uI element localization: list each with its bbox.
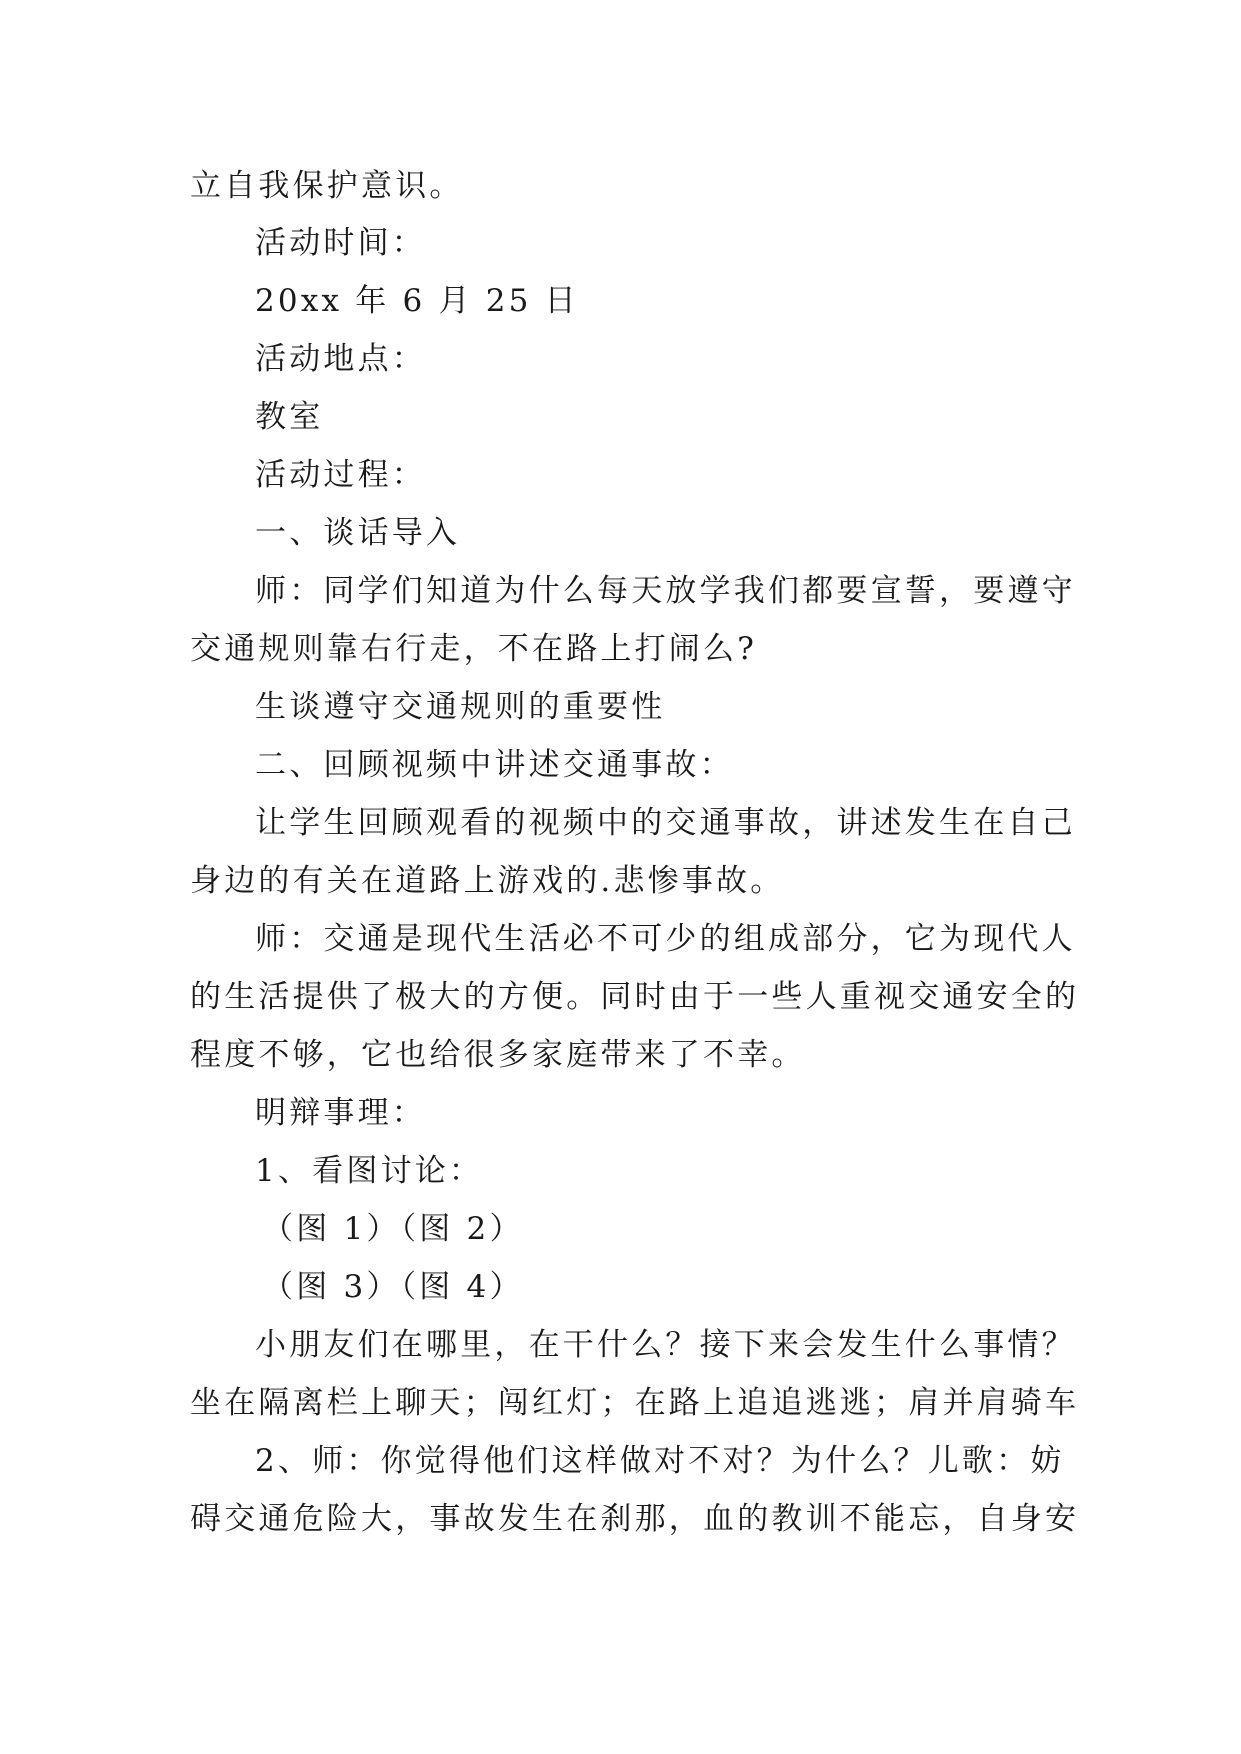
text-line-18: 1、看图讨论： xyxy=(255,1153,484,1189)
text-line-17: 明辩事理： xyxy=(255,1095,426,1131)
text-line-14: 师：交通是现代生活必不可少的组成部分，它为现代人 xyxy=(255,921,1076,957)
text-line-6: 活动过程： xyxy=(255,457,426,493)
text-line-22: 坐在隔离栏上聊天；闯红灯；在路上追追逃逃；肩并肩骑车 xyxy=(190,1385,1080,1421)
text-line-19: （图 1）（图 2） xyxy=(262,1211,524,1247)
text-line-5: 教室 xyxy=(255,399,324,435)
text-line-24: 碍交通危险大，事故发生在刹那，血的教训不能忘，自身安 xyxy=(190,1501,1080,1537)
text-line-12: 让学生回顾观看的视频中的交通事故，讲述发生在自己 xyxy=(255,805,1076,841)
text-line-21: 小朋友们在哪里，在干什么？接下来会发生什么事情？ xyxy=(255,1327,1076,1363)
text-line-4: 活动地点： xyxy=(255,341,426,377)
text-line-8: 师：同学们知道为什么每天放学我们都要宣誓，要遵守 xyxy=(255,573,1076,609)
text-line-20: （图 3）（图 4） xyxy=(262,1269,524,1305)
text-line-13: 身边的有关在道路上游戏的.悲惨事故。 xyxy=(190,863,785,899)
text-line-9: 交通规则靠右行走，不在路上打闹么? xyxy=(190,631,758,667)
text-line-16: 程度不够，它也给很多家庭带来了不幸。 xyxy=(190,1037,806,1073)
text-line-10: 生谈遵守交通规则的重要性 xyxy=(255,689,666,725)
text-line-2: 活动时间： xyxy=(255,225,426,261)
text-line-11: 二、回顾视频中讲述交通事故： xyxy=(255,747,734,783)
text-line-1: 立自我保护意识。 xyxy=(190,168,464,204)
text-line-15: 的生活提供了极大的方便。同时由于一些人重视交通安全的 xyxy=(190,979,1080,1015)
text-line-3: 20xx 年 6 月 25 日 xyxy=(255,283,579,319)
text-line-7: 一、谈话导入 xyxy=(255,515,461,551)
text-line-23: 2、师：你觉得他们这样做对不对？为什么？儿歌：妨 xyxy=(255,1443,1065,1479)
